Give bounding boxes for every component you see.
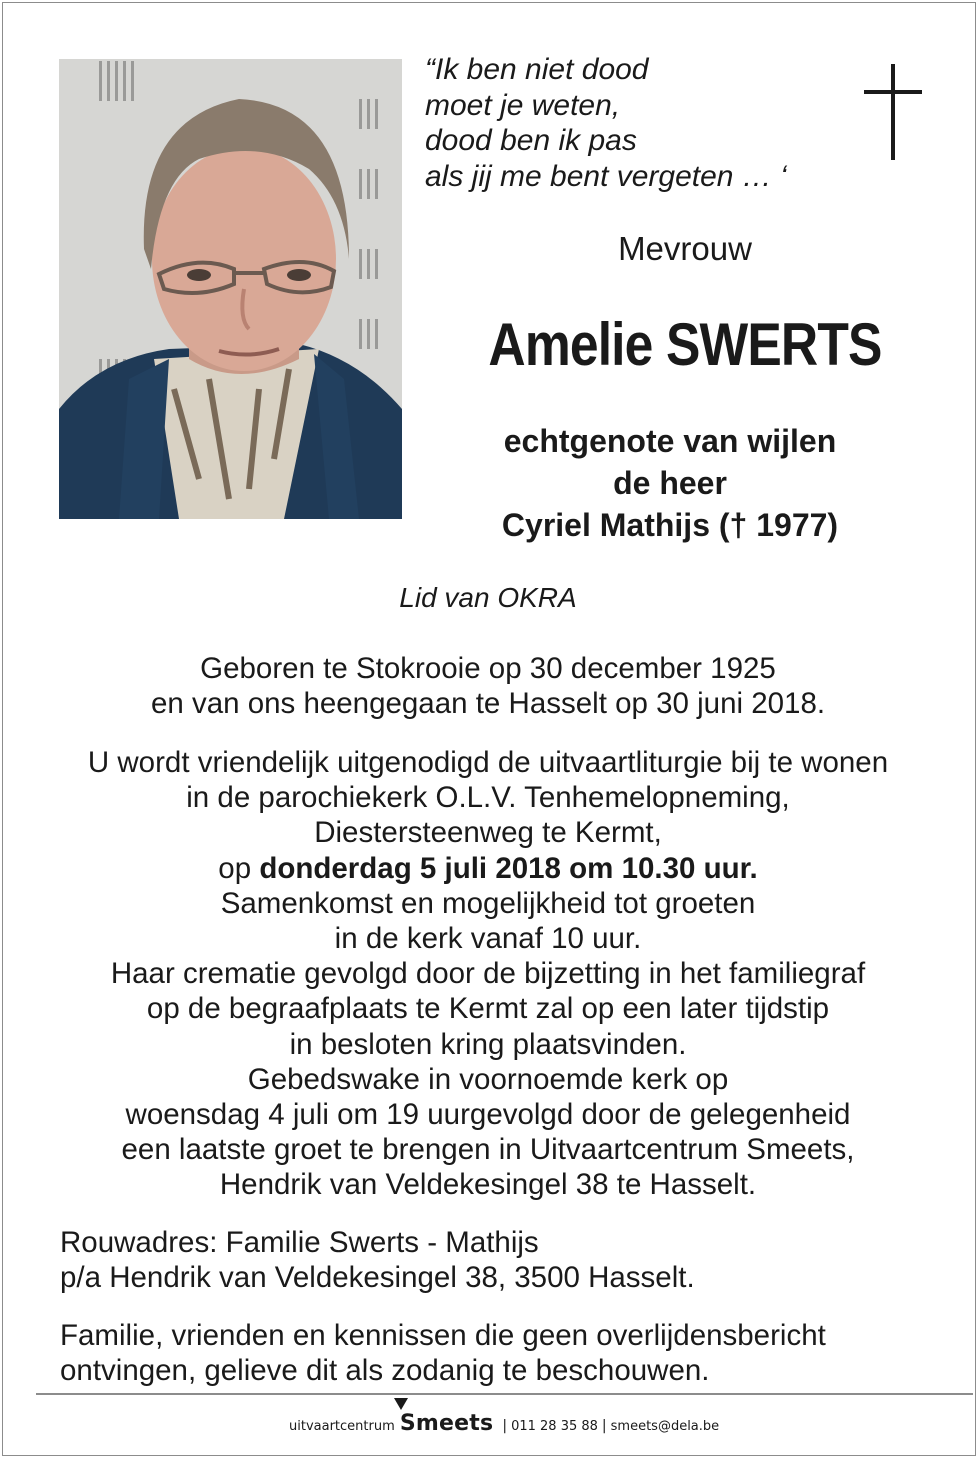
service-line: in besloten kring plaatsvinden. [289,1027,687,1061]
service-line: in de kerk vanaf 10 uur. [334,922,642,956]
spouse-line: echtgenote van wijlen [503,423,837,459]
triangle-down-icon [394,1398,408,1410]
service-date: donderdag 5 juli 2018 om 10.30 uur. [259,851,758,885]
birth-line: Geboren te Stokrooie op 30 december 1925 [200,652,776,685]
family-note-line: ontvingen, gelieve dit als zodanig te beschouwen. [60,1354,710,1388]
family-note [60,1318,940,1388]
quote-line: als jij me bent vergeten … ‘ [425,159,787,193]
footer-brand: Smeets [399,1411,494,1436]
salutation: Mevrouw [618,230,752,267]
spouse-line: Cyriel Mathijs († 1977) [501,507,839,543]
memorial-quote [425,52,845,194]
footer-divider [36,1393,973,1395]
service-line: Haar crematie gevolgd door de bijzetting in het familiegraf [110,957,866,991]
service-line: een laatste groet te brengen in Uitvaartcentrum Smeets, [121,1133,855,1167]
service-line: Samenkomst en mogelijkheid tot groeten [220,886,756,920]
service-line: woensdag 4 juli om 19 uurgevolgd door de gelegenheid [125,1098,851,1132]
portrait-photo [59,59,402,519]
birth-death-info [0,651,976,721]
footer-separator: | [601,1418,607,1434]
service-line: U wordt vriendelijk uitgenodigd de uitvaartliturgie bij te wonen [87,746,889,779]
service-date-prefix: op [218,851,260,885]
membership: Lid van OKRA [399,582,577,613]
service-line: Hendrik van Veldekesingel 38 te Hasselt. [219,1168,757,1202]
death-line: en van ons heengegaan te Hasselt op 30 juni 2018. [150,687,826,721]
service-line: Gebedswake in voornoemde kerk op [247,1062,729,1096]
address-line: Rouwadres: Familie Swerts - Mathijs [60,1226,539,1259]
service-line: op de begraafplaats te Kermt zal op een later tijdstip [146,992,830,1026]
footer-email: smeets@dela.be [610,1419,720,1434]
service-line: Diestersteenweg te Kermt, [314,816,662,850]
funeral-service-info [0,745,976,1203]
family-note-line: Familie, vrienden en kennissen die geen overlijdensbericht [60,1319,826,1352]
footer [0,1397,976,1447]
spouse-line: de heer [613,465,727,501]
quote-line: dood ben ik pas [425,124,637,157]
footer-contact [289,1411,719,1436]
quote-line: moet je weten, [425,88,621,122]
latin-cross-icon [864,64,922,160]
mourning-address [60,1225,940,1295]
spouse-info [425,420,915,546]
footer-phone: 011 28 35 88 [511,1419,598,1434]
quote-line: “Ik ben niet dood [425,53,649,86]
footer-separator: | [502,1418,508,1434]
footer-prefix: uitvaartcentrum [289,1419,395,1434]
service-date-line [0,851,976,886]
service-line: in de parochiekerk O.L.V. Tenhemelopneming, [186,781,790,815]
deceased-name: Amelie SWERTS [488,311,882,378]
address-line: p/a Hendrik van Veldekesingel 38, 3500 Hasselt. [60,1261,695,1295]
